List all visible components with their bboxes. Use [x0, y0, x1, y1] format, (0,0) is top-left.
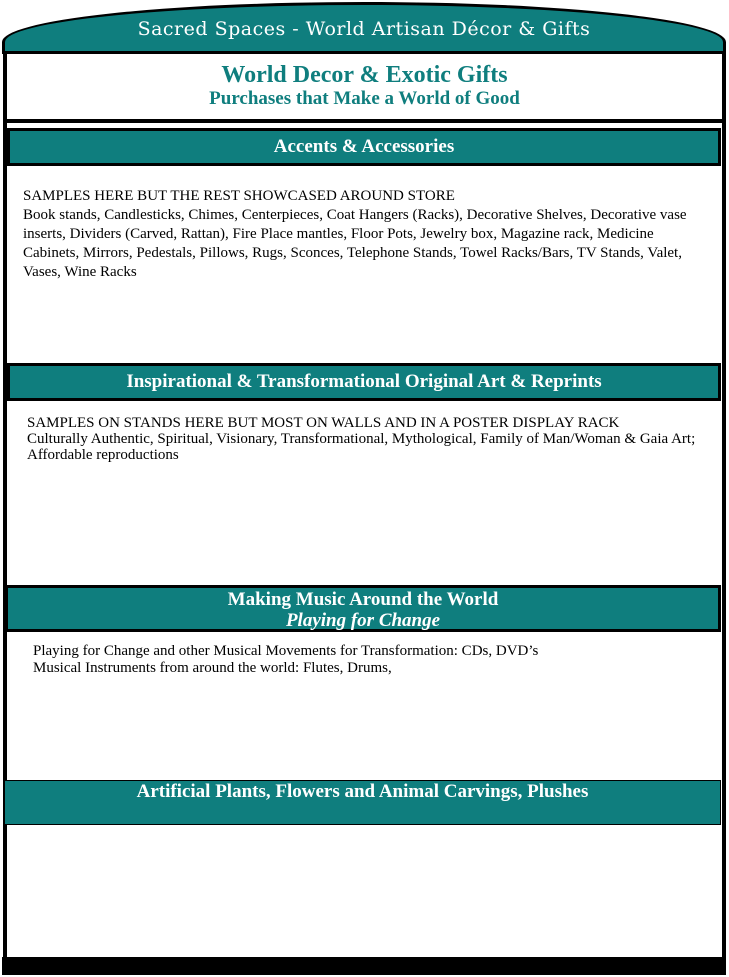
section-heading-text: Making Music Around the World [227, 589, 499, 610]
section-body: Book stands, Candlesticks, Chimes, Centerpieces, Coat Hangers (Racks), Decorative Shelves, Decorative vase inserts, Dividers (Carved, Rattan), Fire Place mantles, Floor Pots, Jewelry box, Magazine rack, Medicine Cabinets, Mirrors, Pedestals, Pillows, Rugs, Sconces, Telephone Stands, Towel Racks/Bars, TV Stands, Valet, Vases, Wine Racks [23, 207, 687, 280]
section-content-music [33, 643, 708, 677]
section-content-art [27, 415, 707, 463]
bottom-border [2, 957, 726, 975]
banner-title: Sacred Spaces - World Artisan Décor & Gifts [137, 18, 591, 40]
section-content-accents [23, 187, 708, 282]
section-line: Playing for Change and other Musical Movements for Transformation: CDs, DVD’s [33, 643, 539, 659]
section-body: Culturally Authentic, Spiritual, Visionary, Transformational, Mythological, Family of Man/Woman & Gaia Art; Affordable reproductions [27, 431, 696, 463]
section-subheading: Playing for Change [285, 610, 441, 631]
section-heading-accents: Accents & Accessories [7, 128, 721, 166]
top-banner [2, 2, 726, 54]
section-heading-music [5, 585, 721, 632]
section-headline: SAMPLES ON STANDS HERE BUT MOST ON WALLS AND IN A POSTER DISPLAY RACK [27, 415, 620, 431]
section-headline: SAMPLES HERE BUT THE REST SHOWCASED AROUND STORE [23, 188, 455, 204]
section-heading-plants: Artificial Plants, Flowers and Animal Carvings, Plushes [4, 780, 721, 825]
page-title: World Decor & Exotic Gifts [221, 62, 508, 88]
section-line: Musical Instruments from around the world: Flutes, Drums, [33, 660, 392, 676]
section-heading-art: Inspirational & Transformational Original Art & Reprints [7, 363, 721, 401]
header-box [5, 52, 724, 123]
page-subtitle: Purchases that Make a World of Good [209, 88, 520, 109]
